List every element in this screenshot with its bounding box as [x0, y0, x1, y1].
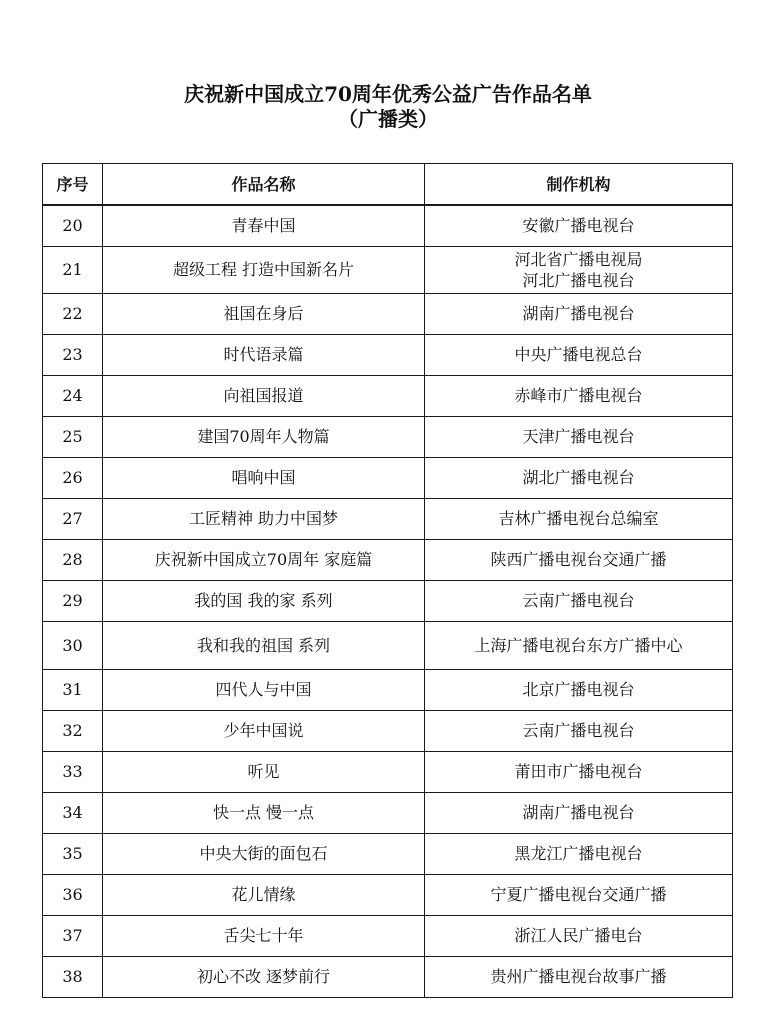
- row-producer: [425, 246, 733, 293]
- row-serial-number: 20: [43, 205, 103, 246]
- row-serial-number: 27: [43, 498, 103, 539]
- producer-line: 云南广播电视台: [522, 591, 635, 610]
- row-serial-number: 25: [43, 416, 103, 457]
- row-producer: [425, 457, 733, 498]
- table-row: [43, 246, 733, 293]
- producer-line: 宁夏广播电视台交通广播: [490, 885, 667, 904]
- producer-line: 湖北广播电视台: [522, 468, 635, 487]
- producer-line: 天津广播电视台: [522, 427, 635, 446]
- row-producer: [425, 751, 733, 792]
- table-row: [43, 416, 733, 457]
- row-producer: [425, 833, 733, 874]
- row-work-name: 向祖国报道: [103, 375, 425, 416]
- row-work-name: 祖国在身后: [103, 293, 425, 334]
- producer-line: 赤峰市广播电视台: [514, 386, 643, 405]
- row-producer: [425, 416, 733, 457]
- row-work-name: 舌尖七十年: [103, 915, 425, 956]
- row-work-name: 我的国 我的家 系列: [103, 580, 425, 621]
- producer-line: 北京广播电视台: [522, 680, 635, 699]
- row-serial-number: 31: [43, 669, 103, 710]
- row-producer: [425, 580, 733, 621]
- document-title: 庆祝新中国成立70周年优秀公益广告作品名单: [184, 82, 592, 106]
- row-serial-number: 28: [43, 539, 103, 580]
- row-producer: [425, 956, 733, 997]
- table-row: [43, 539, 733, 580]
- row-work-name: 花儿情缘: [103, 874, 425, 915]
- row-work-name: 时代语录篇: [103, 334, 425, 375]
- table-row: [43, 710, 733, 751]
- producer-line: 湖南广播电视台: [522, 304, 635, 323]
- header-producer: 制作机构: [425, 164, 733, 206]
- table-row: [43, 498, 733, 539]
- producer-line: 黑龙江广播电视台: [514, 844, 643, 863]
- producer-line: 河北广播电视台: [522, 270, 635, 290]
- row-serial-number: 30: [43, 621, 103, 669]
- row-work-name: 建国70周年人物篇: [103, 416, 425, 457]
- row-producer: [425, 915, 733, 956]
- row-producer: [425, 792, 733, 833]
- header-serial-number: 序号: [43, 164, 103, 206]
- producer-line: 贵州广播电视台故事广播: [490, 967, 667, 986]
- table-row: [43, 457, 733, 498]
- row-work-name: 少年中国说: [103, 710, 425, 751]
- row-producer: [425, 539, 733, 580]
- row-serial-number: 33: [43, 751, 103, 792]
- row-serial-number: 37: [43, 915, 103, 956]
- producer-line: 莆田市广播电视台: [514, 762, 643, 781]
- producer-line: 吉林广播电视台总编室: [498, 509, 659, 528]
- row-serial-number: 35: [43, 833, 103, 874]
- row-producer: [425, 375, 733, 416]
- row-producer: [425, 710, 733, 751]
- row-producer: [425, 621, 733, 669]
- table-row: [43, 205, 733, 246]
- row-work-name: 中央大街的面包石: [103, 833, 425, 874]
- table-row: [43, 293, 733, 334]
- producer-line: 湖南广播电视台: [522, 803, 635, 822]
- row-work-name: 听见: [103, 751, 425, 792]
- producer-line: 安徽广播电视台: [522, 216, 635, 236]
- row-producer: [425, 669, 733, 710]
- table-row: [43, 751, 733, 792]
- table-row: [43, 874, 733, 915]
- producer-line: 陕西广播电视台交通广播: [490, 550, 667, 569]
- producer-line: 上海广播电视台东方广播中心: [474, 635, 683, 655]
- row-producer: [425, 205, 733, 246]
- row-work-name: 四代人与中国: [103, 669, 425, 710]
- row-producer: [425, 293, 733, 334]
- row-serial-number: 21: [43, 246, 103, 293]
- producer-line: 河北省广播电视局: [514, 249, 643, 269]
- row-producer: [425, 334, 733, 375]
- producer-line: 浙江人民广播电台: [514, 926, 643, 945]
- row-serial-number: 36: [43, 874, 103, 915]
- document-subtitle: （广播类）: [338, 107, 438, 131]
- row-serial-number: 38: [43, 956, 103, 997]
- table-row: [43, 915, 733, 956]
- row-work-name: 快一点 慢一点: [103, 792, 425, 833]
- row-producer: [425, 498, 733, 539]
- table-row: [43, 669, 733, 710]
- award-list-table: [42, 163, 733, 998]
- row-work-name: 超级工程 打造中国新名片: [103, 246, 425, 293]
- row-work-name: 初心不改 逐梦前行: [103, 956, 425, 997]
- row-serial-number: 23: [43, 334, 103, 375]
- table-row: [43, 792, 733, 833]
- row-serial-number: 29: [43, 580, 103, 621]
- row-work-name: 青春中国: [103, 205, 425, 246]
- producer-line: 中央广播电视总台: [514, 345, 643, 364]
- row-work-name: 唱响中国: [103, 457, 425, 498]
- producer-line: 云南广播电视台: [522, 721, 635, 740]
- row-producer: [425, 874, 733, 915]
- table-row: [43, 833, 733, 874]
- row-serial-number: 24: [43, 375, 103, 416]
- row-work-name: 庆祝新中国成立70周年 家庭篇: [103, 539, 425, 580]
- table-body: [43, 205, 733, 997]
- table-row: [43, 580, 733, 621]
- header-work-name: 作品名称: [103, 164, 425, 206]
- row-work-name: 我和我的祖国 系列: [103, 621, 425, 669]
- table-row: [43, 375, 733, 416]
- row-serial-number: 26: [43, 457, 103, 498]
- table-header: [43, 164, 733, 206]
- row-serial-number: 22: [43, 293, 103, 334]
- row-serial-number: 34: [43, 792, 103, 833]
- table-row: [43, 956, 733, 997]
- table-row: [43, 334, 733, 375]
- table-row: [43, 621, 733, 669]
- row-work-name: 工匠精神 助力中国梦: [103, 498, 425, 539]
- row-serial-number: 32: [43, 710, 103, 751]
- table-header-row: [43, 164, 733, 206]
